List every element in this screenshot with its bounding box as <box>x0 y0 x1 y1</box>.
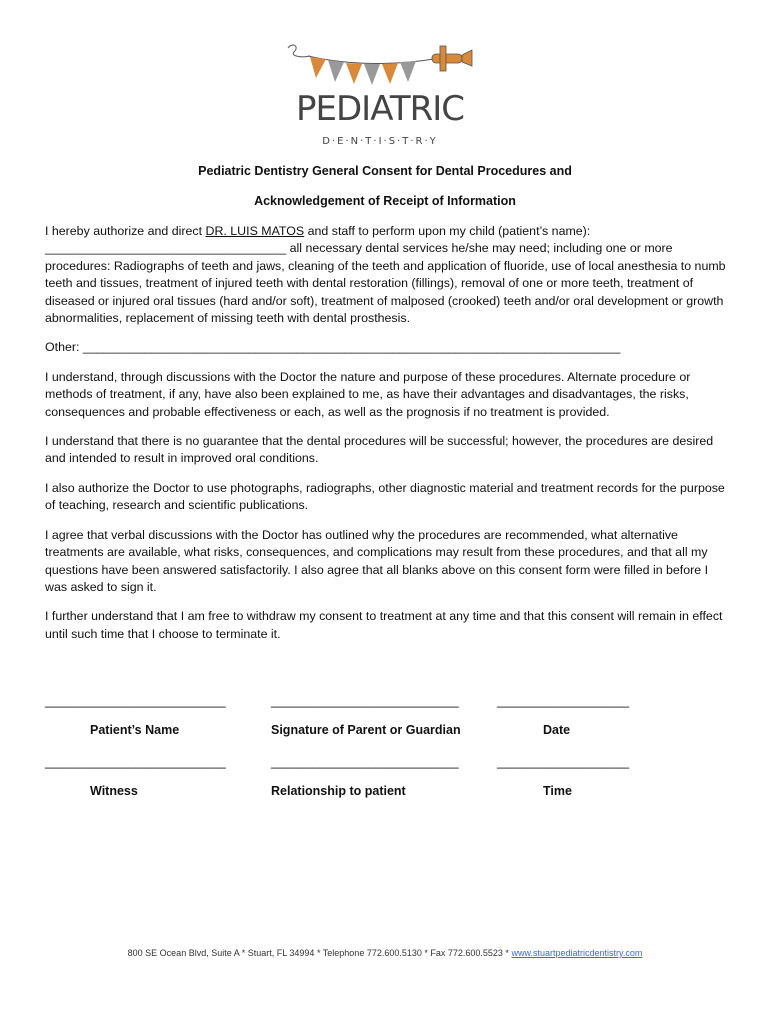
website-link[interactable]: www.stuartpediatricdentistry.com <box>511 948 643 958</box>
footer-address: 800 SE Ocean Blvd, Suite A * Stuart, FL 34994 * Telephone 772.600.5130 * Fax 772.600.5523 * <box>127 948 512 958</box>
understanding-paragraph: I understand, through discussions with the Doctor the nature and purpose of these procedures. Alternate procedure or methods of treatment, if any, have also been explained to me, as have their advantages and disadvantages, the risks, consequences and probable effectiveness or each, as well as the prognosis if no treatment is provided. <box>45 369 691 419</box>
witness-label: Witness <box>90 784 138 798</box>
patient-name-label: Patient’s Name <box>90 723 180 737</box>
no-guarantee-paragraph: I understand that there is no guarantee that the dental procedures will be successful; however, the procedures are desired and intended to result in improved oral conditions. <box>45 434 714 466</box>
relationship-label: Relationship to patient <box>271 784 406 798</box>
stuart-pediatric-dentistry-logo <box>280 40 480 152</box>
relationship-line[interactable]: ___________________________ <box>271 755 459 769</box>
signature-label: Signature of Parent or Guardian <box>271 723 461 737</box>
signature-line[interactable]: ___________________________ <box>271 694 459 708</box>
other-field[interactable]: Other: ______________________________________________________________________________ <box>45 340 621 355</box>
title-line-2: Acknowledgement of Receipt of Information <box>254 194 516 208</box>
authorization-paragraph: I hereby authorize and direct DR. LUIS MATOS and staff to perform upon my child (patient’s name): ___________________________________ all necessary dental services he/she may need; including one or more procedures: Radiographs of teeth and jaws, cleaning of the teeth and application of fluoride, use of local anesthesia to numb teeth and tissues, treatment of injured teeth with dental restoration (fillings), removal of one or more teeth, treatment of diseased or injured oral tissues (hard and/or soft), treatment of malposed (crooked) teeth and/or oral development or growth abnormalities, replacement of missing teeth with dental prosthesis. <box>45 224 726 326</box>
date-label: Date <box>543 723 571 737</box>
photographs-paragraph: I also authorize the Doctor to use photographs, radiographs, other diagnostic material and treatment records for the purpose of teaching, research and scientific publications. <box>45 480 725 513</box>
title-line-1: Pediatric Dentistry General Consent for Dental Procedures and <box>198 164 572 178</box>
doctor-name: DR. LUIS MATOS <box>205 224 305 238</box>
agreement-paragraph: I agree that verbal discussions with the Doctor has outlined why the procedures are recommended, what alternative treatments are available, what risks, consequences, and complications may result from these procedures, and that all my questions have been answered satisfactorily. I also agree that all blanks above on this consent form were filled in before I was asked to sign it. <box>45 527 709 594</box>
withdraw-paragraph: I further understand that I am free to withdraw my consent to treatment at any time and that this consent will remain in effect until such time that I choose to terminate it. <box>45 609 723 641</box>
consent-body <box>45 223 731 655</box>
witness-line[interactable]: __________________________ <box>45 755 226 769</box>
logo-name: PEDIATRIC <box>296 89 464 129</box>
date-line[interactable]: ___________________ <box>497 694 630 708</box>
patient-name-line[interactable]: __________________________ <box>45 694 226 708</box>
time-line[interactable]: ___________________ <box>497 755 630 769</box>
footer <box>0 948 770 958</box>
time-label: Time <box>543 784 572 798</box>
logo-tagline: D·E·N·T·I·S·T·R·Y <box>322 136 438 147</box>
